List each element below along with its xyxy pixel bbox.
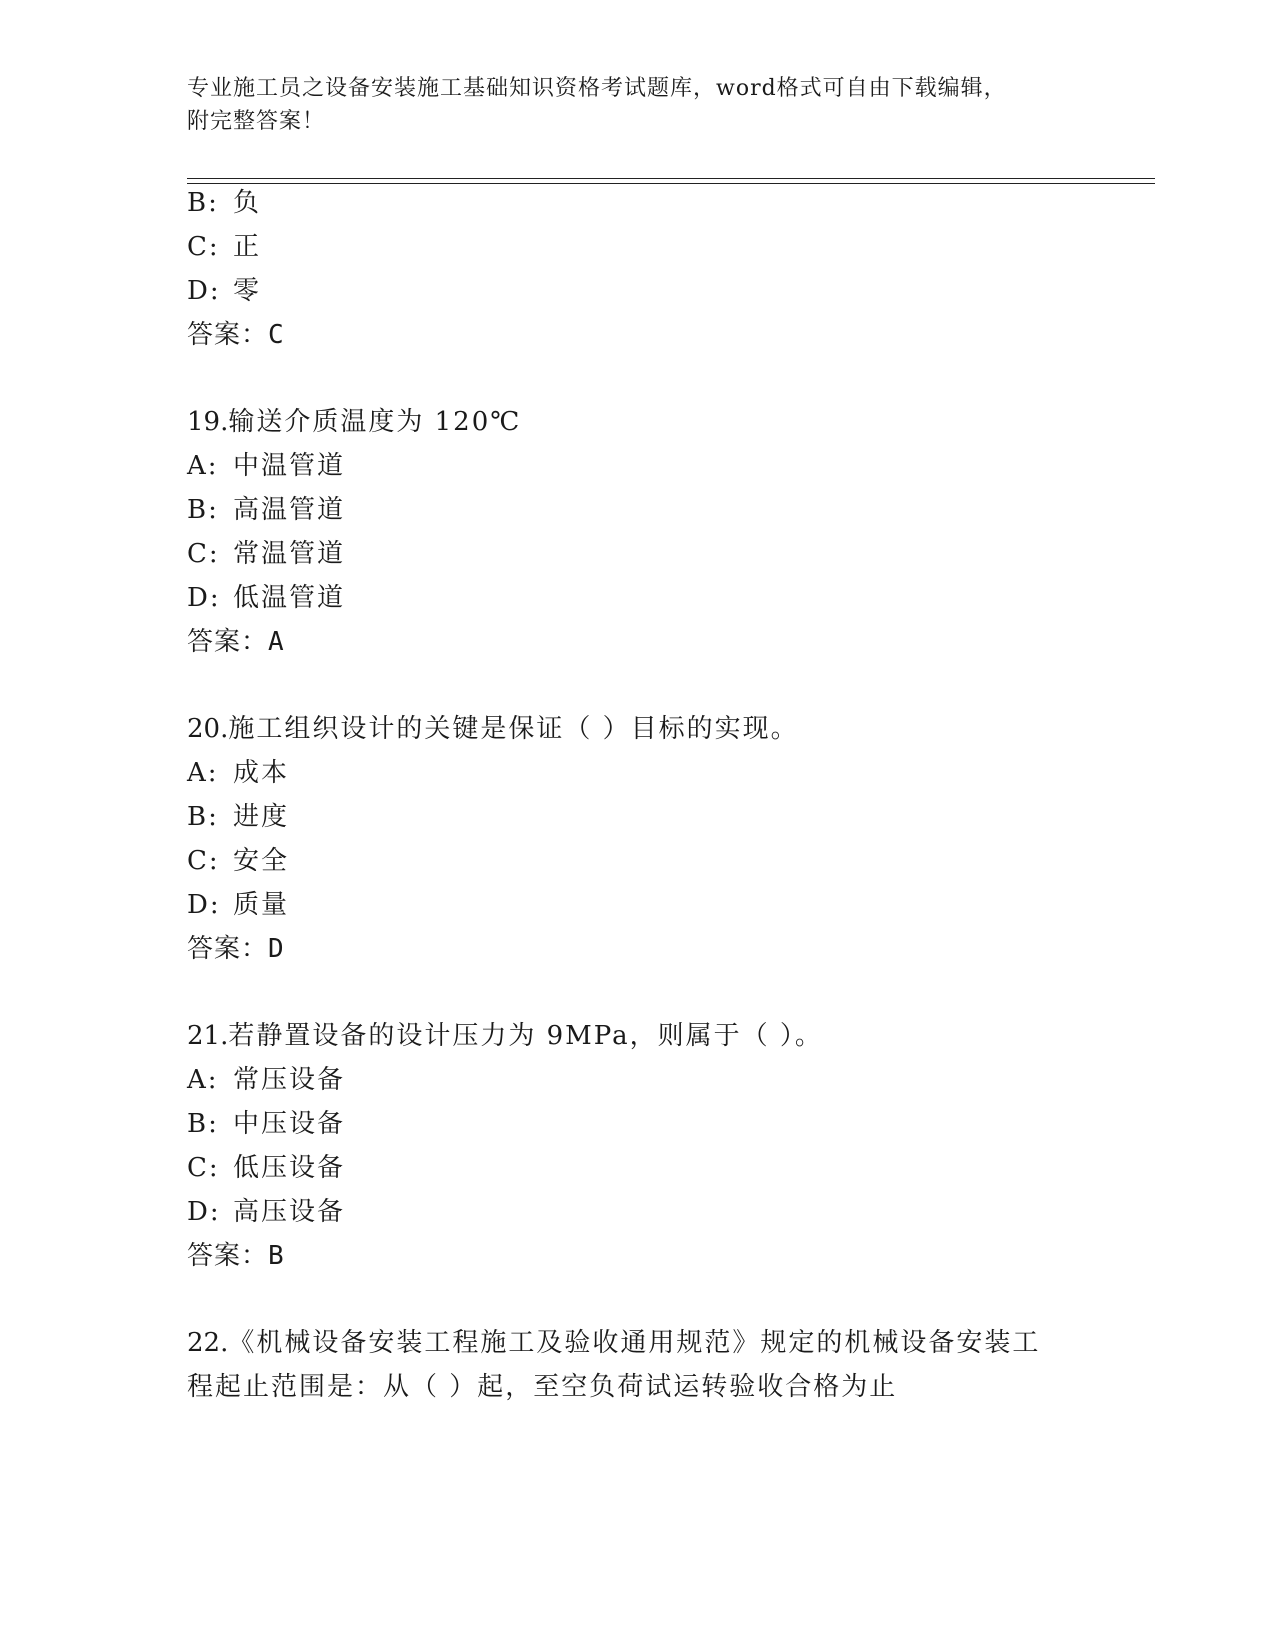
question-text: 程起止范围是：从（ ）起，至空负荷试运转验收合格为止 xyxy=(187,1372,898,1402)
answer-value: D xyxy=(268,934,285,964)
question-20-option-b xyxy=(187,800,289,834)
answer-label: 答案： xyxy=(187,320,269,350)
option-text: 进度 xyxy=(233,802,290,832)
option-letter: C: xyxy=(187,232,220,262)
question-19-answer xyxy=(187,625,285,659)
option-letter: D: xyxy=(187,890,221,920)
answer-label: 答案： xyxy=(187,934,269,964)
question-21-option-d xyxy=(187,1195,345,1229)
question-22-stem-line-1 xyxy=(187,1326,1040,1360)
option-text: 零 xyxy=(233,276,262,306)
option-text: 安全 xyxy=(233,846,290,876)
option-letter: A: xyxy=(187,451,219,481)
prev-option-c xyxy=(187,230,261,264)
option-letter: C: xyxy=(187,1153,220,1183)
question-number: 19. xyxy=(187,407,229,437)
question-21-option-a xyxy=(187,1063,345,1097)
question-20-stem xyxy=(187,712,799,746)
question-22-stem-line-2 xyxy=(187,1370,897,1404)
option-text: 成本 xyxy=(233,758,290,788)
question-number: 20. xyxy=(187,714,229,744)
prev-option-d xyxy=(187,274,261,308)
answer-value: C xyxy=(268,320,285,350)
header-divider-top xyxy=(187,178,1155,179)
question-21-option-b xyxy=(187,1107,345,1141)
question-text: 施工组织设计的关键是保证（ ）目标的实现。 xyxy=(228,714,799,744)
option-letter: B: xyxy=(187,802,219,832)
header-line-2: 附完整答案！ xyxy=(187,109,326,134)
question-20-option-a xyxy=(187,756,289,790)
option-text: 质量 xyxy=(233,890,290,920)
answer-value: A xyxy=(268,627,285,657)
option-text: 低压设备 xyxy=(233,1153,346,1183)
option-letter: D: xyxy=(187,276,221,306)
answer-value: B xyxy=(268,1241,285,1271)
option-letter: B: xyxy=(187,1109,219,1139)
answer-label: 答案： xyxy=(187,627,269,657)
answer-label: 答案： xyxy=(187,1241,269,1271)
question-19-option-d xyxy=(187,581,345,615)
option-text: 常压设备 xyxy=(233,1065,346,1095)
question-19-option-c xyxy=(187,537,345,571)
option-letter: D: xyxy=(187,583,221,613)
option-letter: C: xyxy=(187,539,220,569)
option-text: 低温管道 xyxy=(233,583,346,613)
document-header xyxy=(187,72,1087,138)
option-letter: A: xyxy=(187,1065,219,1095)
question-20-option-d xyxy=(187,888,289,922)
option-letter: A: xyxy=(187,758,219,788)
question-20-option-c xyxy=(187,844,289,878)
question-19-stem xyxy=(187,405,521,439)
question-number: 22. xyxy=(187,1328,229,1358)
option-letter: B: xyxy=(187,495,219,525)
question-19-option-b xyxy=(187,493,345,527)
option-text: 中压设备 xyxy=(233,1109,346,1139)
question-21-stem xyxy=(187,1019,823,1053)
option-letter: B: xyxy=(187,188,219,218)
question-text: 《机械设备安装工程施工及验收通用规范》规定的机械设备安装工 xyxy=(228,1328,1041,1358)
question-number: 21. xyxy=(187,1021,229,1051)
prev-answer xyxy=(187,318,285,352)
option-letter: D: xyxy=(187,1197,221,1227)
question-20-answer xyxy=(187,932,285,966)
option-text: 负 xyxy=(233,188,262,218)
option-letter: C: xyxy=(187,846,220,876)
question-21-answer xyxy=(187,1239,285,1273)
option-text: 中温管道 xyxy=(233,451,346,481)
option-text: 正 xyxy=(233,232,262,262)
option-text: 高温管道 xyxy=(233,495,346,525)
header-line-1: 专业施工员之设备安装施工基础知识资格考试题库，word格式可自由下载编辑， xyxy=(187,76,1007,101)
question-text: 输送介质温度为 120℃ xyxy=(228,407,522,437)
option-text: 高压设备 xyxy=(233,1197,346,1227)
question-text: 若静置设备的设计压力为 9MPa，则属于（ ）。 xyxy=(228,1021,823,1051)
header-divider-bottom xyxy=(187,183,1155,184)
question-19-option-a xyxy=(187,449,345,483)
option-text: 常温管道 xyxy=(233,539,346,569)
question-21-option-c xyxy=(187,1151,345,1185)
prev-option-b xyxy=(187,186,261,220)
